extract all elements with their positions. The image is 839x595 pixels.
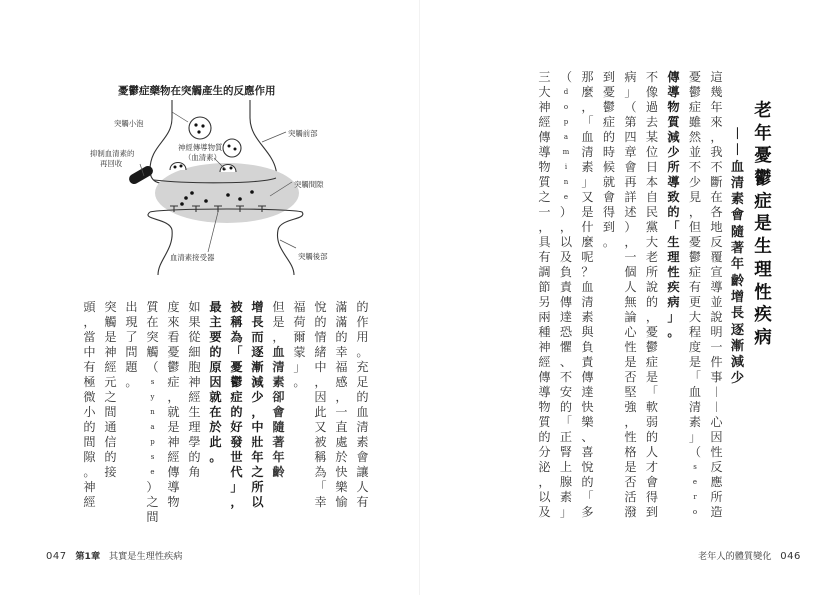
label-cleft: 突觸間隙 (294, 180, 324, 189)
page-number: 047 (46, 551, 67, 562)
text-column: 不 像 過 去 某 位 日 本 自 民 黨 大 老 所 說 的 ， 憂 鬱 症 是 「 軟 弱 的 人 才 會 得 到 (645, 70, 659, 519)
text-column: 的 作 用 。 充 足 的 血 清 素 會 讓 人 有 (356, 300, 369, 509)
text-column: 傳 導 物 質 減 少 所 導 致 的 「 生 理 性 疾 病 」 。 (667, 70, 680, 339)
running-head: 老年人的體質變化 (698, 551, 772, 562)
diagram-title: 憂鬱症藥物在突觸產生的反應作用 (118, 85, 276, 97)
chapter-title: 其實是生理性疾病 (108, 551, 183, 562)
text-column: 最 主 要 的 原 因 就 在 於 此 。 (209, 300, 222, 464)
text-column: 憂 鬱 症 雖 然 並 不 少 見 ， 但 憂 鬱 症 有 更 大 程 度 是 「 血 清 素 」 （ s e r o (688, 70, 702, 516)
label-vesicle: 突觸小泡 (114, 119, 144, 128)
left-footer (46, 548, 182, 562)
text-column: 到 憂 鬱 症 的 時 候 就 會 得 到 。 (602, 70, 616, 249)
text-column: 但 是 ， 血 清 素 卻 會 隨 著 年 齡 (272, 300, 285, 479)
text-column: 悅 的 情 緒 中 ， 因 此 又 被 稱 為 「 幸 (314, 300, 327, 509)
synaptic-vesicle (223, 139, 241, 157)
synaptic-vesicle (189, 117, 211, 139)
text-column: 病 」 （ 第 四 章 會 再 詳 述 ） ， 一 個 人 無 論 心 性 是 否 堅 強 ， 性 格 是 否 活 潑 (624, 70, 637, 519)
label-neurotransmitter: 神經傳導物質 (178, 143, 223, 152)
right-page (420, 0, 839, 595)
chapter-section-title: 老 年 憂 鬱 症 是 生 理 性 疾 病 (754, 101, 772, 348)
text-column: 增 長 而 逐 漸 減 少 ， 中 壯 年 之 所 以 (251, 300, 264, 509)
text-column: 那 麼 ， 「 血 清 素 」 又 是 什 麼 呢 ？ 血 清 素 與 負 責 傳 達 快 樂 、 喜 悅 的 「 多 (581, 70, 594, 519)
label-reuptake-inhibit: 抑制血清素的 (90, 149, 135, 158)
text-column: 三 大 神 經 傳 導 物 質 之 一 ， 具 有 調 節 另 兩 種 神 經 傳 導 物 質 的 分 泌 ， 以 及 (538, 70, 551, 519)
text-column: 出 現 了 問 題 。 (125, 300, 138, 389)
text-column: 度 來 看 憂 鬱 症 ， 就 是 神 經 傳 導 物 (167, 300, 180, 509)
text-column: 這 幾 年 來 ， 我 不 斷 在 各 地 反 覆 宣 導 並 說 明 一 件 事 ︱ ︱ 心 因 性 反 應 所 造 (710, 70, 723, 519)
right-footer (698, 548, 801, 562)
text-column: 滿 滿 的 幸 福 感 ， 一 直 處 於 快 樂 愉 (335, 300, 348, 509)
text-column: 被 稱 為 「 憂 鬱 症 的 好 發 世 代 」 ， (230, 300, 243, 509)
label-postsynaptic: 突觸後部 (298, 252, 328, 261)
text-column: 福 荷 爾 蒙 」 。 (293, 300, 306, 389)
label-receptor: 血清素接受器 (170, 253, 215, 262)
label-reuptake-inhibit-sub: 再回收 (100, 159, 123, 168)
text-column: 如 果 從 細 胞 神 經 生 理 學 的 角 (188, 300, 201, 479)
left-page (0, 0, 419, 595)
chapter-label: 第1章 (75, 551, 101, 562)
label-neurotransmitter-sub: （血清素） (184, 153, 221, 162)
page-number: 046 (780, 551, 801, 562)
text-column: 突 觸 是 神 經 元 之 間 通 信 的 接 (104, 300, 117, 479)
section-subtitle: ︱ ︱ 血 清 素 會 隨 著 年 齡 增 長 逐 漸 減 少 (730, 127, 745, 387)
text-column: （ d o p a m i n e ） ， 以 及 負 責 傳 達 恐 懼 、 不 安 的 「 正 腎 上 腺 素 」 (559, 70, 573, 519)
text-column: 頭 ， 當 中 有 極 微 小 的 間 隙 。 神 經 (83, 300, 96, 509)
label-presynaptic: 突觸前部 (288, 129, 318, 138)
text-column: 質 在 突 觸 （ s y n a p s e ） 之 間 (146, 300, 159, 524)
